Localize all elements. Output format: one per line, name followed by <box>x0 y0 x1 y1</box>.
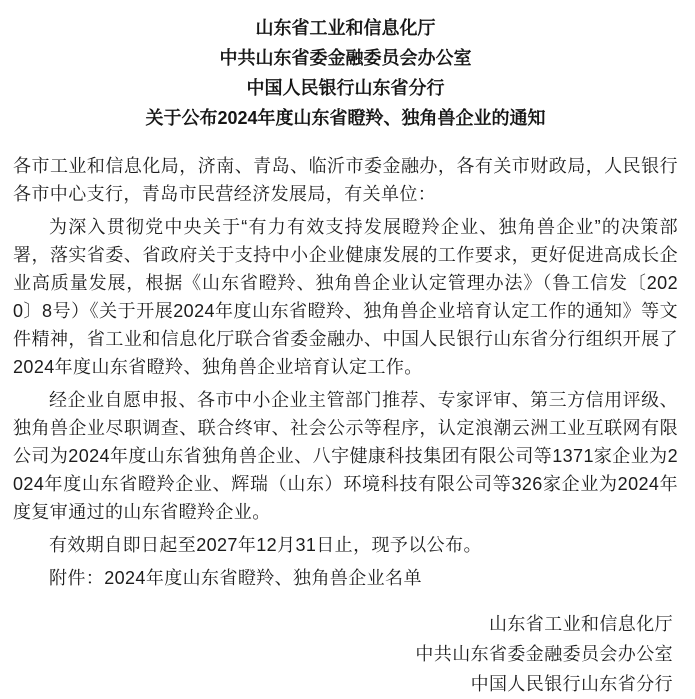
signature-line-3: 中国人民银行山东省分行 <box>470 674 673 694</box>
signature-line-2: 中共山东省委金融委员会办公室 <box>415 644 673 664</box>
paragraph-salutation: 各市工业和信息化局，济南、青岛、临沂市委金融办，各有关市财政局，人民银行各市中心支行，青岛市民营经济发展局，有关单位： <box>13 156 678 204</box>
issuer-line-1: 山东省工业和信息化厅 <box>255 18 436 38</box>
paragraph-recognition-results: 经企业自愿申报、各市中小企业主管部门推荐、专家评审、第三方信用评级、独角兽企业尽职调查、联合终审、社会公示等程序，认定浪潮云洲工业互联网有限公司为2024年度山东省独角兽企业、八宇健康科技集团有限公司等1371家企业为2024年度山东省瞪羚企业、辉瑞（山东）环境科技有限公司等326家企业为2024年度复审通过的山东省瞪羚企业。 <box>13 390 678 522</box>
issuer-line-2: 中共山东省委金融委员会办公室 <box>219 48 472 68</box>
document-title: 关于公布2024年度山东省瞪羚、独角兽企业的通知 <box>145 108 546 128</box>
paragraph-attachment: 附件：2024年度山东省瞪羚、独角兽企业名单 <box>49 568 422 588</box>
document-header <box>13 13 678 133</box>
signature-line-1: 山东省工业和信息化厅 <box>489 614 673 634</box>
paragraph-policy-background: 为深入贯彻党中央关于“有力有效支持发展瞪羚企业、独角兽企业”的决策部署，落实省委、省政府关于支持中小企业健康发展的工作要求，更好促进高成长企业高质量发展，根据《山东省瞪羚、独角兽企业认定管理办法》（鲁工信发〔2020〕8号）《关于开展2024年度山东省瞪羚、独角兽企业培育认定工作的通知》等文件精神，省工业和信息化厅联合省委金融办、中国人民银行山东省分行组织开展了2024年度山东省瞪羚、独角兽企业培育认定工作。 <box>13 217 678 377</box>
signature-block <box>13 609 678 699</box>
document-body <box>13 152 678 592</box>
paragraph-validity-period: 有效期自即日起至2027年12月31日止，现予以公布。 <box>49 535 482 555</box>
issuer-line-3: 中国人民银行山东省分行 <box>246 78 445 98</box>
